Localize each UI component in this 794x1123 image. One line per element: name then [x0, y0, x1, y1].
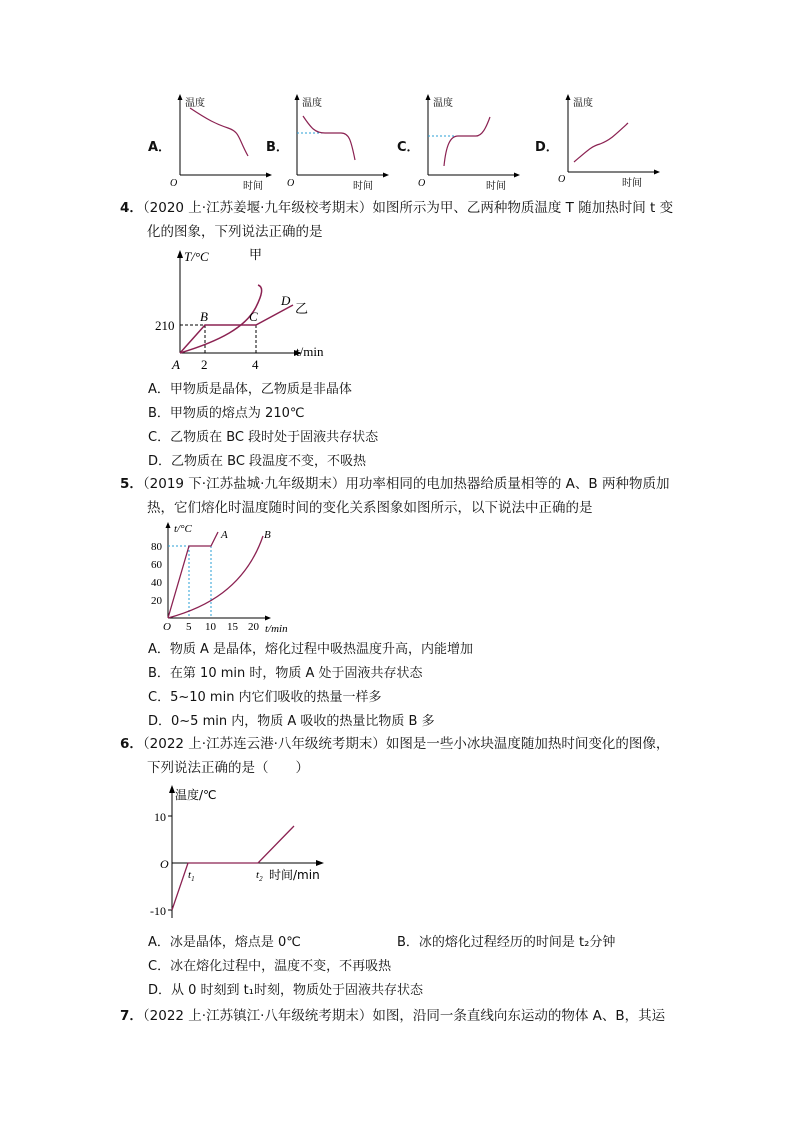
- q4-option-b[interactable]: B．甲物质的熔点为 210℃: [148, 406, 305, 421]
- q5-graph: [145, 518, 305, 638]
- q5-stem-line1: （2019 下·江苏盐城·九年级期末）用功率相同的电加热器给质量相等的 A、B 两种物质加: [142, 476, 670, 492]
- q3-c-ylabel: 温度: [433, 98, 453, 109]
- q3-option-c-letter: C．: [397, 140, 420, 155]
- q3-c-xlabel: 时间: [486, 181, 506, 190]
- q3-option-b-letter: B．: [266, 140, 289, 155]
- q3-a-ylabel: 温度: [185, 98, 205, 109]
- q3-option-d-letter: D．: [535, 140, 559, 155]
- q6-stem-line2: 下列说法正确的是（ ）: [147, 760, 309, 776]
- q4-stem-line1: （2020 上·江苏姜堰·九年级校考期末）如图所示为甲、乙两种物质温度 T 随加热时间 t 变: [142, 200, 674, 216]
- q4-series-jia: 甲: [249, 248, 263, 263]
- q5-series-a: A: [221, 529, 228, 541]
- q4-number: 4．: [120, 200, 143, 216]
- q4-option-c[interactable]: C．乙物质在 BC 段时处于固液共存状态: [148, 430, 379, 445]
- q7-stem-line1: （2022 上·江苏镇江·八年级统考期末）如图，沿同一条直线向东运动的物体 A、B，其运: [142, 1008, 666, 1024]
- q6-t1-label: $t_1$: [188, 869, 195, 883]
- q3-a-xlabel: 时间: [243, 181, 263, 190]
- q5-xtick-10: 10: [205, 621, 216, 633]
- q4-point-d: D: [281, 293, 291, 308]
- q3-b-origin: O: [287, 178, 295, 189]
- q3-a-origin: O: [170, 178, 178, 189]
- q7-stem: [120, 1004, 680, 1028]
- q3-d-ylabel: 温度: [573, 98, 593, 109]
- q4-xlabel: t/min: [296, 344, 324, 359]
- q4-option-d[interactable]: D．乙物质在 BC 段温度不变，不吸热: [148, 454, 367, 469]
- q6-options: [148, 934, 668, 1006]
- q5-xlabel: t/min: [265, 623, 288, 635]
- q5-ytick-60: 60: [151, 559, 162, 571]
- q4-options: [148, 381, 378, 477]
- q5-xtick-20: 20: [248, 621, 259, 633]
- q5-ytick-20: 20: [151, 595, 162, 607]
- q6-graph: [148, 782, 338, 927]
- q4-xtick-4: 4: [252, 357, 259, 372]
- q4-stem: [120, 196, 680, 244]
- q5-stem-line2: 热，它们熔化时温度随时间的变化关系图象如图所示，以下说法中正确的是: [147, 500, 593, 516]
- q7-number: 7．: [120, 1008, 143, 1024]
- q4-series-yi: 乙: [295, 302, 309, 317]
- q5-option-c[interactable]: C．5~10 min 内它们吸收的热量一样多: [148, 690, 382, 705]
- q3-d-xlabel: 时间: [622, 178, 642, 189]
- q4-graph: [150, 245, 350, 375]
- q3-graph-c: [416, 90, 526, 190]
- q5-xtick-5: 5: [186, 621, 192, 633]
- q5-ytick-80: 80: [151, 541, 162, 553]
- q6-t2-label: $t_2$: [256, 869, 263, 883]
- q6-stem: [120, 732, 680, 780]
- q3-c-origin: O: [418, 178, 426, 189]
- q6-option-a[interactable]: A．冰是晶体，熔点是 0℃: [148, 935, 301, 950]
- q5-series-b: B: [264, 529, 271, 541]
- q5-options: [148, 641, 473, 737]
- q6-option-c[interactable]: C．冰在熔化过程中，温度不变，不再吸热: [148, 959, 392, 974]
- q6-ylabel: 温度/℃: [175, 788, 217, 802]
- q5-option-a[interactable]: A．物质 A 是晶体，熔化过程中吸热温度升高，内能增加: [148, 642, 474, 657]
- q4-point-c: C: [249, 309, 258, 324]
- q5-stem: [120, 472, 680, 520]
- q6-number: 6．: [120, 736, 143, 752]
- q6-ytick-10: 10: [154, 810, 166, 824]
- q3-option-a-letter: A．: [148, 140, 172, 155]
- q4-point-b: B: [200, 309, 208, 324]
- q3-graph-a: [168, 90, 278, 190]
- q5-xtick-15: 15: [227, 621, 238, 633]
- q3-graph-d: [556, 90, 666, 190]
- q3-options: [0, 90, 794, 200]
- q6-xlabel: 时间/min: [269, 868, 320, 882]
- q6-ytick-neg10: -10: [150, 904, 166, 918]
- q4-point-a: A: [172, 357, 180, 372]
- q3-b-ylabel: 温度: [302, 98, 322, 109]
- q4-stem-line2: 化的图象，下列说法正确的是: [147, 224, 323, 240]
- q3-graph-b: [285, 90, 395, 190]
- q5-ytick-40: 40: [151, 577, 162, 589]
- q5-option-b[interactable]: B．在第 10 min 时，物质 A 处于固液共存状态: [148, 666, 423, 681]
- q6-option-b[interactable]: B．冰的熔化过程经历的时间是 t₂分钟: [397, 935, 616, 950]
- q5-option-d[interactable]: D．0~5 min 内，物质 A 吸收的热量比物质 B 多: [148, 714, 435, 729]
- q5-number: 5．: [120, 476, 143, 492]
- q4-option-a[interactable]: A．甲物质是晶体，乙物质是非晶体: [148, 382, 352, 397]
- q3-b-xlabel: 时间: [353, 181, 373, 190]
- q5-ylabel: t/°C: [174, 523, 192, 535]
- q4-xtick-2: 2: [201, 357, 208, 372]
- q6-origin: O: [160, 857, 169, 871]
- q5-origin: O: [163, 621, 171, 633]
- q6-option-d[interactable]: D．从 0 时刻到 t₁时刻，物质处于固液共存状态: [148, 983, 423, 998]
- q4-ylabel: T/°C: [184, 249, 209, 264]
- q6-stem-line1: （2022 上·江苏连云港·八年级统考期末）如图是一些小冰块温度随加热时间变化的图像，: [142, 736, 670, 752]
- q4-ytick-210: 210: [155, 318, 175, 333]
- q3-d-origin: O: [558, 174, 566, 185]
